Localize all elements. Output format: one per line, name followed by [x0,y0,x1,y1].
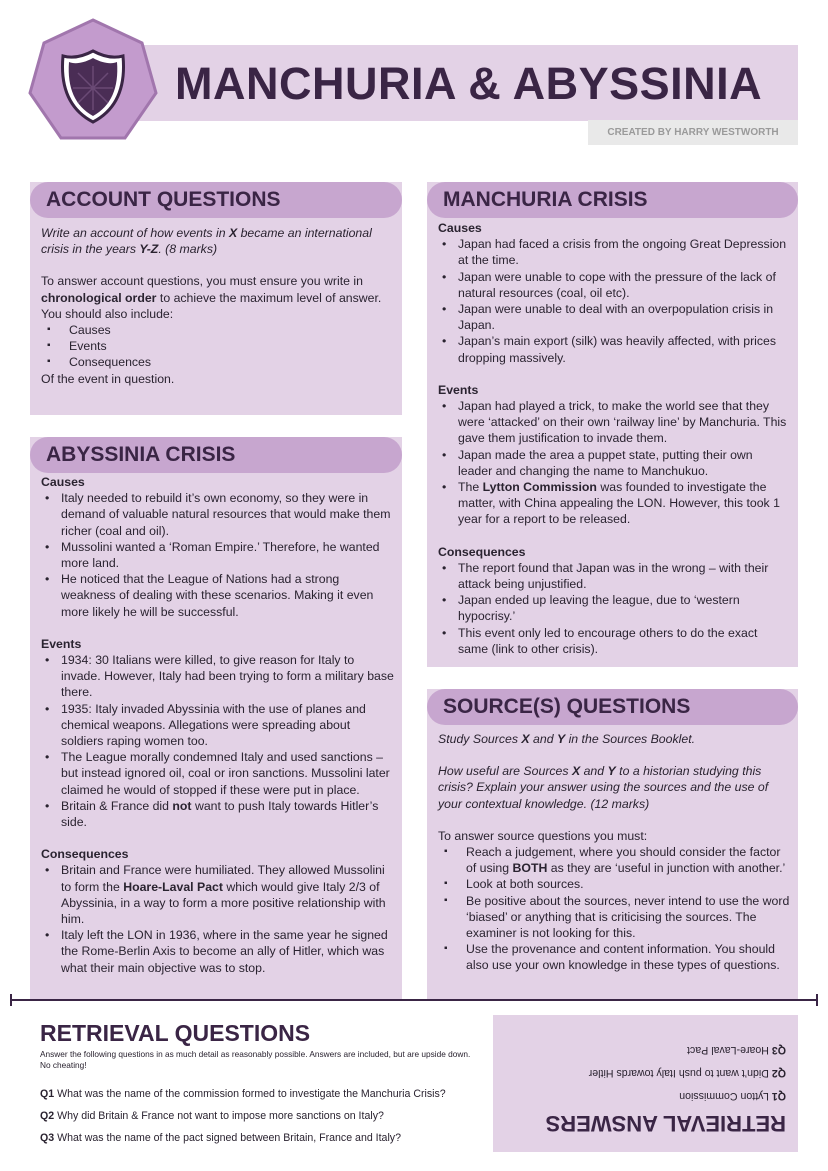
retrieval-heading: RETRIEVAL QUESTIONS [40,1020,311,1046]
question-item: Q3 What was the name of the pact signed between Britain, France and Italy? [40,1132,401,1144]
sources-question: How useful are Sources X and Y to a historian studying this crisis? Explain your answer using the sources and the use of your contextual knowledge. (12 marks) [438,764,769,811]
abyssinia-body [41,474,394,976]
account-intro: To answer account questions, you must ensure you write in chronological order to achieve the maximum level of answer. You should also include: [41,274,382,321]
list-item: • Japan ended up leaving the league, due to ‘western hypocrisy.’ [458,592,790,624]
account-heading: ACCOUNT QUESTIONS [30,182,402,218]
account-outro: Of the event in question. [41,371,175,386]
answers-panel [493,1015,798,1152]
list-item: • Britain & France did not want to push Italy towards Hitler’s side. [61,798,394,830]
causes-label: Causes [438,221,482,235]
list-item: • Mussolini wanted a ‘Roman Empire.’ Therefore, he wanted more land. [61,539,394,571]
causes-label: Causes [41,475,85,489]
page-title: MANCHURIA & ABYSSINIA [175,58,763,109]
account-question: Write an account of how events in X became an international crisis in the years Y-Z. (8 marks) [41,226,372,257]
answers-rotated [493,1015,798,1152]
list-item: • Japan were unable to deal with an overpopulation crisis in Japan. [458,301,790,333]
question-item: Q2 Why did Britain & France not want to impose more sanctions on Italy? [40,1110,384,1122]
section-divider [10,999,818,1001]
answer-item: Q2 Didn’t want to push Italy towards Hitler [588,1067,786,1079]
list-item: • Britain and France were humiliated. They allowed Mussolini to form the Hoare-Laval Pact which would give Italy 2/3 of Abyssinia, in a way to form a more positive relationship with him. [61,862,394,927]
list-item: ▪ Be positive about the sources, never intend to use the word ‘biased’ or anything that is criticising the sources. The examiner is not looking for this. [466,893,790,942]
list-item: ▪ Use the provenance and content information. You should also use your own knowledge in these types of questions. [466,941,790,973]
sources-intro: To answer source questions you must: [438,828,648,843]
list-item: ▪ Events [69,338,391,354]
answer-item: Q1 Lytton Commission [679,1090,786,1102]
sources-body [438,731,790,974]
list-item: • Japan had played a trick, to make the world see that they were ‘attacked’ on their own ‘railway line’ by Manchuria. This gave them justification to invade them. [458,398,790,447]
list-item: ▪ Reach a judgement, where you should consider the factor of using BOTH as they are ‘useful in junction with another.’ [466,844,790,876]
events-label: Events [438,382,479,397]
manchuria-body [438,220,790,657]
answers-heading: RETRIEVAL ANSWERS [545,1111,786,1136]
list-item: ▪ Consequences [69,354,391,370]
list-item: • This event only led to encourage others to do the exact same (link to other crisis). [458,625,790,657]
retrieval-instructions: Answer the following questions in as much detail as reasonably possible. Answers are included, but are upside down. No cheating! [40,1049,471,1070]
list-item: • Japan had faced a crisis from the ongoing Great Depression at the time. [458,236,790,268]
list-item: • 1934: 30 Italians were killed, to give reason for Italy to invade. However, Italy had been trying to form a military base there. [61,652,394,701]
divider-cap-left [10,994,12,1006]
header-badge [28,18,158,148]
list-item: • Japan were unable to cope with the pressure of the lack of natural resources (coal, oil etc). [458,269,790,301]
answer-item: Q3 Hoare-Laval Pact [687,1044,786,1056]
list-item: • He noticed that the League of Nations had a strong weakness of dealing with these scenarios. Making it even more likely he will be successful. [61,571,394,620]
consequences-label: Consequences [41,847,129,862]
list-item: • Japan’s main export (silk) was heavily affected, with prices dropping massively. [458,333,790,365]
list-item: • Japan made the area a puppet state, putting their own leader and changing the name to Manchukuo. [458,447,790,479]
list-item: • The report found that Japan was in the wrong – with their attack being unjustified. [458,560,790,592]
abyssinia-heading: ABYSSINIA CRISIS [30,437,402,473]
author-credit: CREATED BY HARRY WESTWORTH [607,127,779,138]
events-label: Events [41,636,82,651]
list-item: • Italy left the LON in 1936, where in the same year he signed the Rome-Berlin Axis to become an ally of Hitler, which was what their main objective was to stop. [61,927,394,976]
manchuria-heading: MANCHURIA CRISIS [427,182,798,218]
question-item: Q1 What was the name of the commission formed to investigate the Manchuria Crisis? [40,1088,446,1100]
list-item: • The League morally condemned Italy and used sanctions – but instead ignored oil, coal or iron sanctions. Mussolini later claimed he would of stopped if these were put in place. [61,749,394,798]
list-item: • Italy needed to rebuild it’s own economy, so they were in demand of valuable natural resources that would make them richer (coal and oil). [61,490,394,539]
list-item: • 1935: Italy invaded Abyssinia with the use of planes and chemical weapons. Allegations were spreading about soldiers raping women too. [61,701,394,750]
consequences-label: Consequences [438,544,526,559]
list-item: ▪ Causes [69,322,391,338]
list-item: • The Lytton Commission was founded to investigate the matter, with China appealing the LON. However, this took 1 year for a report to be released. [458,479,790,528]
sources-heading: SOURCE(S) QUESTIONS [427,689,798,725]
divider-cap-right [816,994,818,1006]
sources-study: Study Sources X and Y in the Sources Booklet. [438,732,696,746]
list-item: ▪ Look at both sources. [466,876,790,892]
account-body [41,225,391,387]
